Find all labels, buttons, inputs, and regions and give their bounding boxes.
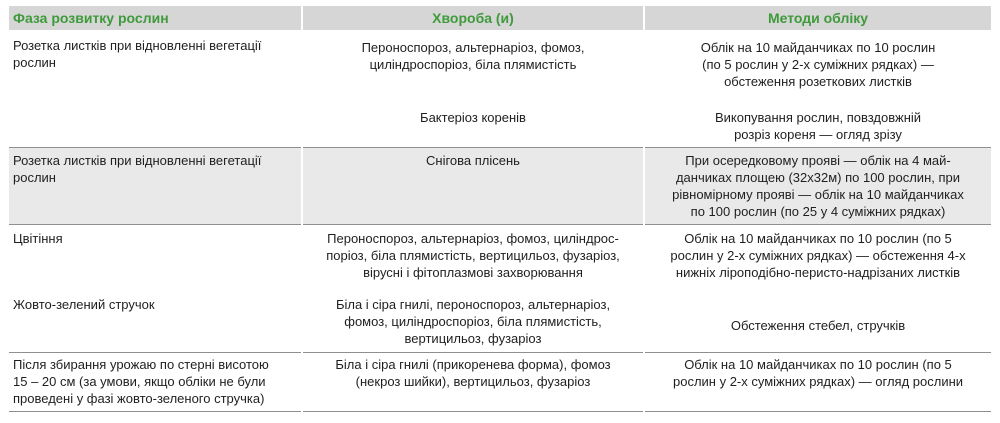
table-header (9, 6, 991, 30)
header-method: Методи обліку (767, 10, 869, 26)
column-gap (301, 6, 303, 412)
row2-phase: Розетка листків при відновленні вегетації рослин (13, 153, 262, 185)
row5-phase: Після збирання урожаю по стерні висотою 15 – 20 см (за умови, якщо обліки не були проведені у фазі жовто-зеленого стручка) (13, 357, 269, 406)
row4-phase: Жовто-зелений стручок (13, 297, 155, 312)
row4-method: Обстеження стебел, стручків (730, 318, 906, 333)
row5-method: Облік на 10 майданчиках по 10 рослин (по 5 рослин у 2-х суміжних рядках) — огляд рослини (672, 357, 964, 389)
row3-method: Облік на 10 майданчиках по 10 рослин (по 5 рослин у 2-х суміжних рядках) — обстеження 4-х нижніх ліроподібно-перисто-надрізаних листків (670, 231, 966, 280)
row3-disease: Пероноспороз, альтернаріоз, фомоз, циліндрос- поріоз, біла плямистість, вертицильоз, фузаріоз, вірусні і фітоплазмові захворювання (326, 231, 620, 280)
row1-disease: Пероноспороз, альтернаріоз, фомоз, циліндроспоріоз, біла плямистість (361, 40, 585, 72)
row2-disease: Снігова плісень (426, 153, 520, 168)
row1-phase: Розетка листків при відновленні вегетації рослин (13, 38, 262, 70)
row3-phase: Цвітіння (13, 231, 63, 246)
row1-method-secondary: Викопування рослин, повздовжній розріз кореня — огляд зрізу (714, 110, 922, 142)
row1-method: Облік на 10 майданчиках по 10 рослин (по 5 рослин у 2-х суміжних рядках) — обстеження розеткових листків (700, 40, 936, 89)
row5-disease: Біла і сіра гнилі (прикоренева форма), фомоз (некроз шийки), вертицильоз, фузаріоз (335, 357, 611, 389)
header-phase: Фаза розвитку рослин (13, 10, 169, 26)
data-table (9, 6, 991, 412)
table-bottom-line (9, 411, 991, 412)
row-divider (9, 147, 991, 148)
row-divider (9, 224, 991, 225)
row2-method: При осередковому прояві — облік на 4 май- данчиках площею (32х32м) по 100 рослин, при рівномірному прояві — облік на 10 майданчиках по 100 рослин (по 25 у 4 суміжних рядках) (672, 153, 964, 219)
header-disease: Хвороба (и) (432, 10, 514, 26)
row-divider (9, 352, 991, 353)
row4-disease: Біла і сіра гнилі, пероноспороз, альтернаріоз, фомоз, циліндроспоріоз, біла плямистість, вертицильоз, фузаріоз (335, 297, 611, 346)
row1-disease-secondary: Бактеріоз коренів (420, 110, 526, 125)
